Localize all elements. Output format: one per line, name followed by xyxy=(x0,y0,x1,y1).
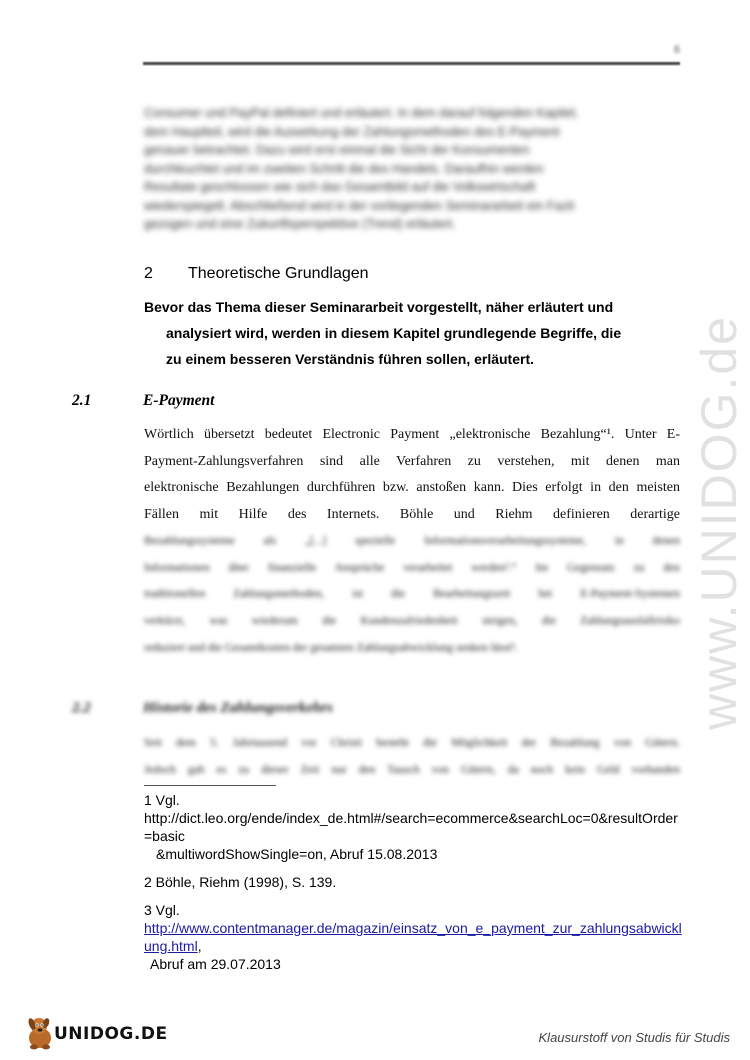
footnote-comma: , xyxy=(197,938,202,954)
watermark: www.UNIDOG.de xyxy=(691,315,747,730)
bottom-tagline: Klausurstoff von Studis für Studis xyxy=(538,1030,730,1045)
intro-line: Resultate geschlossen wie sich das Gesamtbild auf die Volkswirtschaft xyxy=(144,180,536,194)
subsection-title: E-Payment xyxy=(143,392,215,409)
intro-line: genauer betrachtet. Dazu wird erst einmal die Sicht der Konsumenten xyxy=(144,143,530,157)
body-line: elektronische Bezahlungen durchführen bzw. anstoßen kann. Dies erfolgt in den meisten xyxy=(144,480,680,496)
body-line: Payment-Zahlungsverfahren sind alle Verfahren zu verstehen, mit denen man xyxy=(144,453,680,469)
footnote-1 xyxy=(144,791,684,863)
footnote-label: 3 Vgl. xyxy=(144,902,180,918)
blurred-line: Seit dem 5. Jahrtausend vor Christi besteht die Möglichkeit der Bezahlung von Gütern. xyxy=(144,737,680,749)
lead-line: analysiert wird, werden in diesem Kapitel grundlegende Begriffe, die xyxy=(166,325,622,341)
body-line: Wörtlich übersetzt bedeutet Electronic Payment „elektronische Bezahlung“¹. Unter E- xyxy=(144,427,680,442)
intro-line: wiederspiegelt. Abschließend wird in der vorliegenden Seminararbeit ein Fazit xyxy=(144,198,575,213)
footnote-link[interactable]: http://www.contentmanager.de/magazin/einsatz_von_e_payment_zur_zahlungsabwicklung.html xyxy=(144,920,682,954)
body-line: Fällen mit Hilfe des Internets. Böhle und Riehm definieren derartige xyxy=(144,507,680,523)
blurred-line: verkürzt, was wiederum die Kundenzufriedenheit steigen, die Zahlungsausfallrisiko xyxy=(144,615,680,628)
footnote-gap xyxy=(144,891,684,901)
intro-line: gezogen und eine Zukunftsperspektive (Trend) erläutert. xyxy=(144,217,456,231)
footnote-2: 2 Böhle, Riehm (1998), S. 139. xyxy=(144,874,337,890)
subsection-number: 2.2 xyxy=(72,700,91,716)
section-heading-2 xyxy=(144,265,369,283)
page-number: 6 xyxy=(673,44,680,56)
subsection-heading-2-1 xyxy=(72,392,214,410)
history-paragraph-blurred xyxy=(144,730,680,783)
blurred-line: Jedoch gab es zu dieser Zeit nur den Tausch von Gütern, da noch kein Geld vorhanden xyxy=(144,763,680,776)
subsection-heading-2-2 xyxy=(72,700,333,717)
footnotes xyxy=(144,791,684,973)
footnote-separator xyxy=(144,785,276,786)
subsection-title: Historie des Zahlungsverkehrs xyxy=(143,700,334,716)
section-number: 2 xyxy=(144,265,153,282)
footnote-url: http://dict.leo.org/ende/index_de.html#/search=ecommerce&searchLoc=0&resultOrder=basic xyxy=(144,810,678,844)
section-title: Theoretische Grundlagen xyxy=(188,265,369,282)
header-rule xyxy=(143,62,680,65)
blurred-line: Informationen über finanzielle Ansprüche verarbeitet werden².“ Im Gegensatz zu den xyxy=(144,561,680,574)
intro-paragraph xyxy=(144,104,680,234)
intro-line: durchleuchtet und im zweiten Schritt die des Handels. Daraufhin werden xyxy=(144,161,544,176)
e-payment-paragraph-blurred xyxy=(144,528,680,661)
e-payment-paragraph xyxy=(144,422,680,529)
intro-line: Consumer und PayPal definiert und erläutert. In dem darauf folgenden Kapitel, xyxy=(144,106,579,120)
footnote-gap xyxy=(144,863,684,873)
subsection-number: 2.1 xyxy=(72,392,92,409)
dog-mascot-icon xyxy=(22,1014,58,1052)
unidog-logo xyxy=(22,1014,168,1054)
lead-line: Bevor das Thema dieser Seminararbeit vorgestellt, näher erläutert und xyxy=(144,299,614,315)
logo-wordmark: UNIDOG.DE xyxy=(54,1024,168,1044)
section-lead-paragraph xyxy=(144,294,684,372)
footnote-3 xyxy=(144,901,684,973)
footnote-tail: &multiwordShowSingle=on, Abruf 15.08.2013 xyxy=(156,846,438,862)
intro-line: dem Hauptteil, wird die Auswirkung der Zahlungsmethoden des E-Payment xyxy=(144,124,560,139)
blurred-line: traditionellen Zahlungsmethoden, ist die Bearbeitungszeit bei E-Payment-Systemen xyxy=(144,588,680,601)
footnote-tail: Abruf am 29.07.2013 xyxy=(150,956,281,972)
blurred-line: reduziert und die Gesamtkosten der gesamten Zahlungsabwicklung senken lässt³. xyxy=(144,641,518,654)
blurred-line: Bezahlungssysteme als „[...] spezielle Informationsverarbeitungssysteme, in denen xyxy=(144,535,680,547)
lead-line: zu einem besseren Verständnis führen sollen, erläutert. xyxy=(166,351,535,367)
footnote-label: 1 Vgl. xyxy=(144,792,180,808)
